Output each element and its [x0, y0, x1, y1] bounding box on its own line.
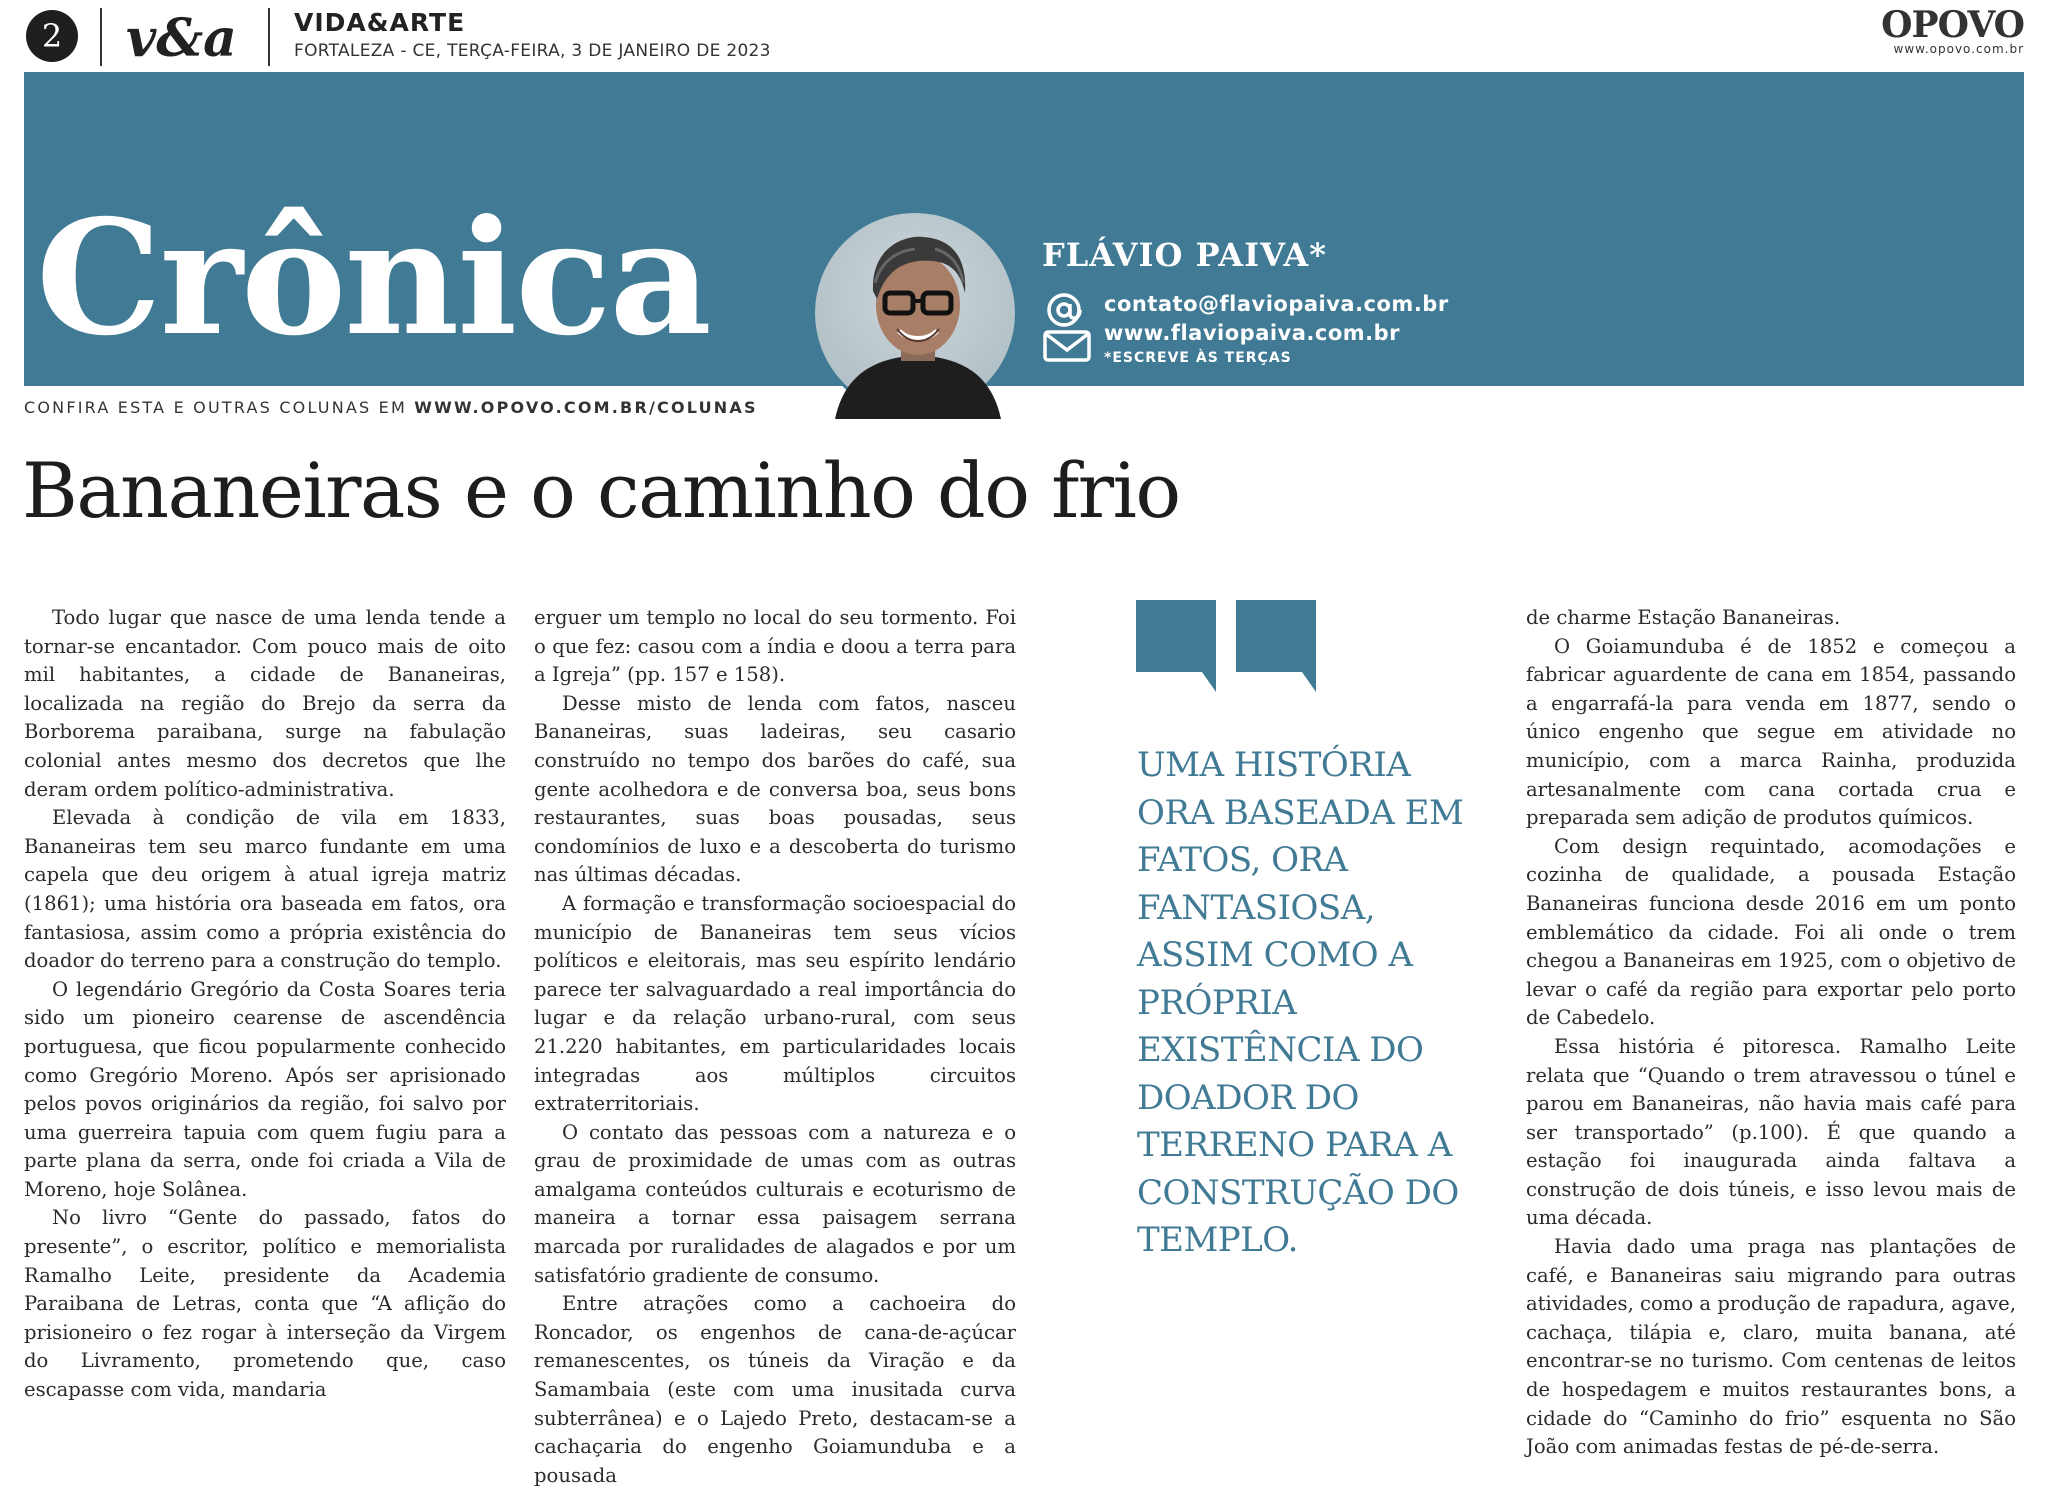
article-column-1 [24, 604, 506, 1405]
paragraph: erguer um templo no local do seu tormento. Foi o que fez: casou com a índia e doou a terra para a Igreja” (pp. 157 e 158). [534, 606, 1016, 687]
paragraph: Elevada à condição de vila em 1833, Bananeiras tem seu marco fundante em uma capela que deu origem à atual igreja matriz (1861); uma história ora baseada em fatos, ora fantasiosa, assim como a própria existência do doador do terreno para a construção do templo. [24, 806, 506, 973]
article-column-2 [534, 604, 1016, 1490]
article-column-3 [1526, 604, 2016, 1462]
dateline: FORTALEZA - CE, TERÇA-FEIRA, 3 DE JANEIRO DE 2023 [294, 41, 771, 61]
author-website[interactable]: www.flaviopaiva.com.br [1104, 321, 1401, 345]
brand-name: OPOVO [1881, 4, 2024, 46]
brand-url: www.opovo.com.br [1893, 42, 2024, 56]
paragraph: Havia dado uma praga nas plantações de café, e Bananeiras saiu migrando para outras atividades, como a produção de rapadura, agave, cachaça, tilápia e, claro, muita banana, até encontrar-se no turismo. Com centenas de leitos de hospedagem e muitos restaurantes bons, a cidade do “Caminho do frio” esquenta no São João com animadas festas de pé-de-serra. [1526, 1235, 2016, 1459]
columns-note-prefix: CONFIRA ESTA E OUTRAS COLUNAS EM [24, 398, 415, 417]
paragraph: Todo lugar que nasce de uma lenda tende a tornar-se encantador. Com pouco mais de oito mil habitantes, a cidade de Bananeiras, localizada na região do Brejo da serra da Borborema paraibana, surge na fabulação colonial antes mesmo dos decretos que lhe deram ordem político-administrativa. [24, 606, 506, 801]
brand-logo[interactable] [1881, 4, 2024, 56]
columns-note [24, 398, 758, 417]
quote-mark-icon [1136, 600, 1320, 708]
column-title: Crônica [36, 186, 710, 371]
paragraph: Entre atrações como a cachoeira do Roncador, os engenhos de cana-de-açúcar remanescentes, os túneis da Viração e da Samambaia (este com uma inusitada curva subterrânea) e o Lajedo Preto, destacam-se a cachaçaria do engenho Goiamunduba e a pousada [534, 1292, 1016, 1487]
paragraph: O legendário Gregório da Costa Soares teria sido um pioneiro cearense de ascendência portuguesa, que ficou popularmente conhecido como Gregório Moreno. Após ser aprisionado pelos povos originários da região, foi salvo por uma guerreira tapuia com quem fugiu para a parte plana da serra, onde foi criada a Vila de Moreno, hoje Solânea. [24, 977, 506, 1201]
paragraph: No livro “Gente do passado, fatos do presente”, o escritor, político e memorialista Ramalho Leite, presidente da Academia Paraibana de Letras, conta que “A aflição do prisioneiro o fez rogar à interseção da Virgem do Livramento, prometendo que, caso escapasse com vida, mandaria [24, 1206, 506, 1402]
vida-arte-logo [124, 8, 254, 70]
header-divider [100, 8, 102, 66]
section-name: VIDA&ARTE [294, 8, 466, 37]
author-contact [1104, 290, 1449, 366]
columns-url-link[interactable]: WWW.OPOVO.COM.BR/COLUNAS [414, 398, 758, 417]
paragraph: de charme Estação Bananeiras. [1526, 606, 1841, 629]
page-number: 2 [26, 10, 78, 62]
at-sign-icon [1049, 295, 1080, 325]
author-portrait-icon [815, 213, 1021, 419]
paragraph: Essa história é pitoresca. Ramalho Leite relata que “Quando o trem atravessou o túnel e parou em Bananeiras, não havia mais café para ser transportado” (p.100). É que quando a estação foi inaugurada ainda faltava a construção de dois túneis, e isso levou mais de uma década. [1526, 1034, 2016, 1230]
paragraph: A formação e transformação socioespacial do município de Bananeiras tem seus vícios políticos e eleitorais, mas seu espírito lendário parece ter salvaguardado a real importância do lugar e da relação urbano-rural, com seus 21.220 habitantes, em particularidades locais integradas aos múltiplos circuitos extraterritoriais. [534, 891, 1016, 1116]
publication-note: *ESCREVE ÀS TERÇAS [1104, 350, 1292, 366]
paragraph: Desse misto de lenda com fatos, nasceu Bananeiras, suas ladeiras, seu casario construído no tempo dos barões do café, sua gente acolhedora e de conversa boa, seus bons restaurantes, suas boas pousadas, seus condomínios de luxo e a descoberta do turismo nas últimas décadas. [534, 691, 1016, 887]
envelope-icon [1045, 332, 1089, 360]
article-headline: Bananeiras e o caminho do frio [22, 446, 1180, 535]
paragraph: O Goiamunduba é de 1852 e começou a fabricar aguardente de cana em 1854, passando a engarrafá-la para venda em 1877, sendo o único engenho que segue em atividade no município, com a marca Rainha, produzida artesanalmente com cana cortada crua e preparada sem adição de produtos químicos. [1526, 634, 2016, 830]
author-email[interactable]: contato@flaviopaiva.com.br [1104, 292, 1449, 316]
paragraph: Com design requintado, acomodações e cozinha de qualidade, a pousada Estação Bananeiras funciona desde 2016 em um ponto emblemático da cidade. Foi ali onde o trem chegou a Bananeiras em 1925, com o objetivo de levar o café da região para exportar pelo porto de Cabedelo. [1526, 834, 2016, 1030]
paragraph: O contato das pessoas com a natureza e o grau de proximidade de umas com as outras amalgama conteúdos culturais e ecoturismo de maneira a tornar essa paisagem serrana marcada por ruralidades de alagados e por um satisfatório gradiente de consumo. [534, 1120, 1016, 1287]
author-photo [812, 210, 1018, 416]
pull-quote: UMA HISTÓRIA ORA BASEADA EM FATOS, ORA FANTASIOSA, ASSIM COMO A PRÓPRIA EXISTÊNCIA DO DOADOR DO TERRENO PARA A CONSTRUÇÃO DO TEMPLO. [1137, 745, 1464, 1260]
header-divider [268, 8, 270, 66]
author-name: FLÁVIO PAIVA* [1042, 236, 1327, 274]
logo-text: v&a [126, 8, 237, 69]
contact-icons [1042, 292, 1094, 364]
